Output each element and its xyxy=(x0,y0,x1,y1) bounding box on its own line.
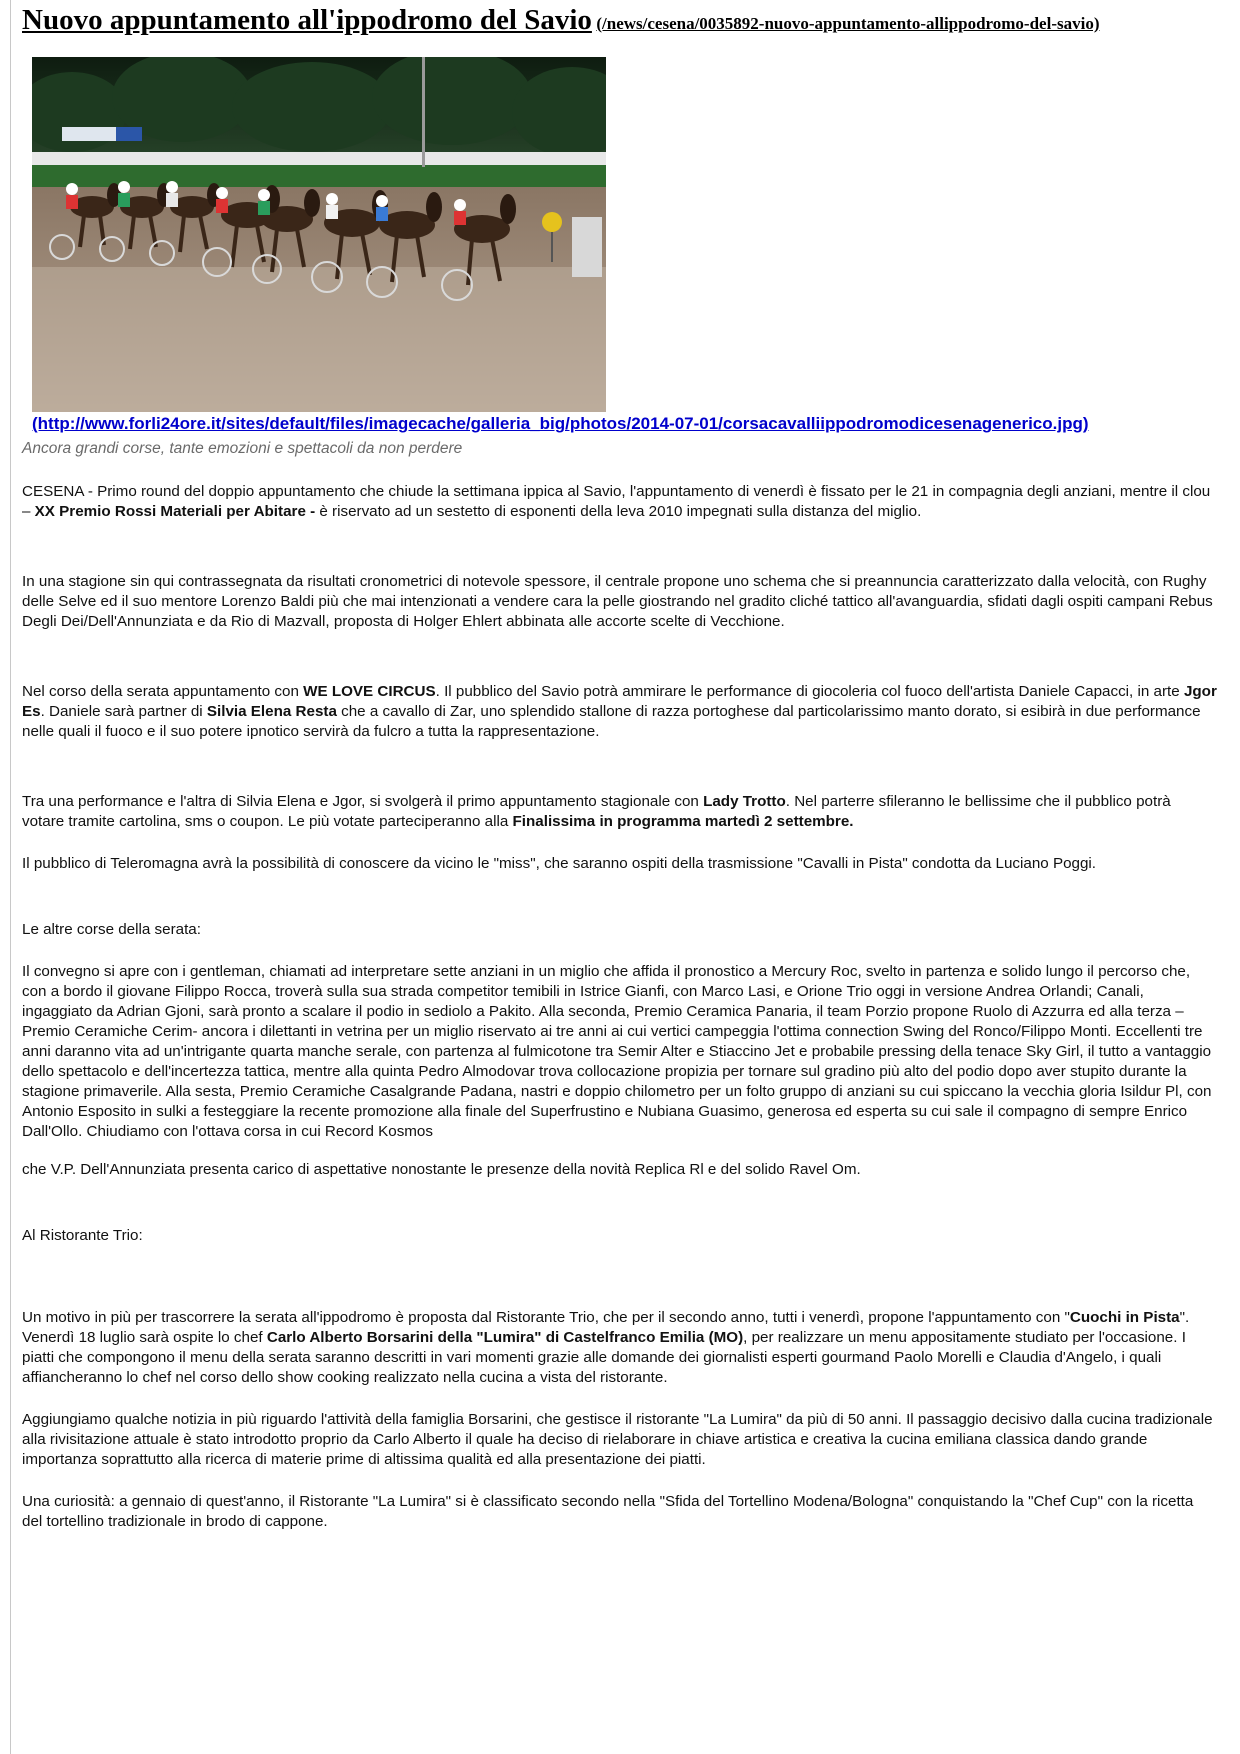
restaurant-text-c: ". Venerdì 18 luglio sarà ospite lo chef xyxy=(22,1309,1190,1347)
page-margin-rule xyxy=(10,0,11,1754)
intro-text-end: è riservato ad un sestetto di esponenti della leva 2010 impegnati sulla distanza del miglio. xyxy=(319,503,922,521)
intro-text: CESENA - Primo round del doppio appuntamento che chiude la settimana ippica al Savio, l'appuntamento di venerdì è fissato per le 21 in compagnia degli anziani, mentre il clou – xyxy=(22,483,1211,521)
article-body xyxy=(22,482,1217,1532)
restaurant-text-e: , per realizzare un menu appositamente studiato per l'occasione. I piatti che compongono il menu della serata saranno descritti in vari momenti grazie alle domande dei giornalisti esperti gourmand Paolo Morelli e Claudia d'Angelo, i quali affiancheranno lo chef nel corso dello show cooking realizzato nella cucina a vista del ristorante. xyxy=(22,1329,1186,1387)
partner-name: Silvia Elena Resta xyxy=(206,703,337,721)
paragraph-intro xyxy=(22,482,1217,522)
paragraph-restaurant xyxy=(22,1308,1217,1388)
article xyxy=(22,0,1217,1532)
paragraph-lady-trotto xyxy=(22,792,1217,832)
premio-name: XX Premio Rossi Materiali per Abitare - xyxy=(34,503,320,521)
paragraph-circus xyxy=(22,682,1217,742)
chef-name: Carlo Alberto Borsarini della "Lumira" di Castelfranco Emilia (MO) xyxy=(266,1329,744,1347)
article-url[interactable]: (/news/cesena/0035892-nuovo-appuntamento-allippodromo-del-savio) xyxy=(596,14,1100,33)
lady-text-a: Tra una performance e l'altra di Silvia Elena e Jgor, si svolgerà il primo appuntamento stagionale con xyxy=(22,793,704,811)
circus-name: WE LOVE CIRCUS xyxy=(303,683,436,701)
paragraph-curiosity: Una curiosità: a gennaio di quest'anno, il Ristorante "La Lumira" si è classificato secondo nella "Sfida del Tortellino Modena/Bologna" conquistando la "Chef Cup" con la ricetta del tortellino tradizionale in brodo di cappone. xyxy=(22,1493,1194,1531)
paragraph-other-races-end: che V.P. Dell'Annunziata presenta carico di aspettative nonostante le presenze della novità Replica Rl e del solido Ravel Om. xyxy=(22,1161,861,1179)
image-url-link[interactable]: (http://www.forli24ore.it/sites/default/files/imagecache/galleria_big/photos/2014-07-01/corsacavalliippodromodicesenagenerico.jpg) xyxy=(32,414,1089,434)
paragraph-other-races-heading: Le altre corse della serata: xyxy=(22,921,201,939)
article-title[interactable]: Nuovo appuntamento all'ippodromo del Savio xyxy=(22,4,592,36)
lady-trotto-name: Lady Trotto xyxy=(703,793,786,811)
horse-racing-photo[interactable] xyxy=(32,57,606,412)
finalissima-text: Finalissima in programma martedì 2 settembre. xyxy=(512,813,854,831)
paragraph-race: In una stagione sin qui contrassegnata da risultati cronometrici di notevole spessore, il centrale propone uno schema che si preannuncia caratterizzato dalla velocità, con Rughy delle Selve ed il suo mentore Lorenzo Baldi più che mai intenzionati a vendere cara la pelle giostrando nel gradito cliché tattico all'avanguardia, sfidati dagli ospiti campani Rebus Degli Dei/Dell'Annunziata e da Rio di Mazvall, proposta di Holger Ehlert abbinata alle accorte scelte di Vecchione. xyxy=(22,573,1213,631)
circus-text-g: che a cavallo di Zar, uno splendido stallone di razza portoghese dal particolarissimo manto dorato, si esibirà in due performance nelle quali il fuoco e il suo potere ipnotico servirà da fulcro a tutta la rappresentazione. xyxy=(22,703,1201,741)
title-block xyxy=(22,4,1217,37)
paragraph-restaurant-heading: Al Ristorante Trio: xyxy=(22,1227,143,1245)
lady-text-c: . Nel parterre sfileranno le bellissime che il pubblico potrà votare tramite cartolina, sms o coupon. Le più votate parteciperanno alla xyxy=(22,793,1171,831)
artist-name: Jgor Es xyxy=(22,683,1217,721)
paragraph-borsarini: Aggiungiamo qualche notizia in più riguardo l'attività della famiglia Borsarini, che gestisce il ristorante "La Lumira" da più di 50 anni. Il passaggio decisivo dalla cucina tradizionale alla rivisitazione attuale è stato introdotto proprio da Carlo Alberto il quale ha deciso di rielaborare in chiave artistica e creativa la cucina emiliana classica dando grande importanza soprattutto alla ricerca di materie prime di altissima qualità ed alla presentazione dei piatti. xyxy=(22,1411,1213,1469)
paragraph-teleromagna: Il pubblico di Teleromagna avrà la possibilità di conoscere da vicino le "miss", che saranno ospiti della trasmissione "Cavalli in Pista" condotta da Luciano Poggi. xyxy=(22,855,1097,873)
cuochi-in-pista: Cuochi in Pista xyxy=(1069,1309,1180,1327)
restaurant-text-a: Un motivo in più per trascorrere la serata all'ippodromo è proposta dal Ristorante Trio, che per il secondo anno, tutti i venerdì, propone l'appuntamento con " xyxy=(22,1309,1070,1327)
circus-text-c: . Il pubblico del Savio potrà ammirare le performance di giocoleria col fuoco dell'artista Daniele Capacci, in arte xyxy=(435,683,1184,701)
image-caption: Ancora grandi corse, tante emozioni e spettacoli da non perdere xyxy=(22,440,463,458)
paragraph-other-races: Il convegno si apre con i gentleman, chiamati ad interpretare sette anziani in un miglio che affida il pronostico a Mercury Roc, svelto in partenza e solido lungo il percorso che, con a bordo il giovane Filippo Rocca, troverà sulla sua strada competitor temibili in Istrice Gianfi, con Marco Lasi, e Orione Trio oggi in versione Andrea Orlandi; Canali, ingaggiato da Adrian Gjoni, sarà pronto a scalare il podio in sediolo a Pakito. Alla seconda, Premio Ceramica Panaria, il team Porzio propone Ruolo di Azzurra ed alla terza – Premio Ceramiche Cerim- ancora i dilettanti in vetrina per un miglio riservato ai tre anni ai cui vertici campeggia l'ottima connection Swing del Ronco/Filippo Monti. Eccellenti tre anni daranno vita ad un'intrigante quarta manche serale, con partenza al fulmicotone tra Semir Alter e Stiaccino Jet e probabile pressing della tenace Sky Girl, il tutto a vantaggio dello spettacolo e dell'incertezza tattica, mentre alla quinta Pedro Almodovar trova collocazione propizia per tornare sul gradino più alto del podio dopo aver stupito durante la stagione primaverile. Alla sesta, Premio Ceramiche Casalgrande Padana, nastri e doppio chilometro per un folto gruppo di anziani su cui spiccano la vecchia gloria Isildur Pl, con Antonio Esposito in sulki a festeggiare la recente promozione alla finale del Superfrustino e Nubiana Guasimo, generosa ed esperta su cui sale il compagno di sempre Enrico Dall'Ollo. Chiudiamo con l'ottava corsa in cui Record Kosmos xyxy=(22,963,1212,1141)
circus-text-e: . Daniele sarà partner di xyxy=(40,703,207,721)
circus-text-a: Nel corso della serata appuntamento con xyxy=(22,683,304,701)
